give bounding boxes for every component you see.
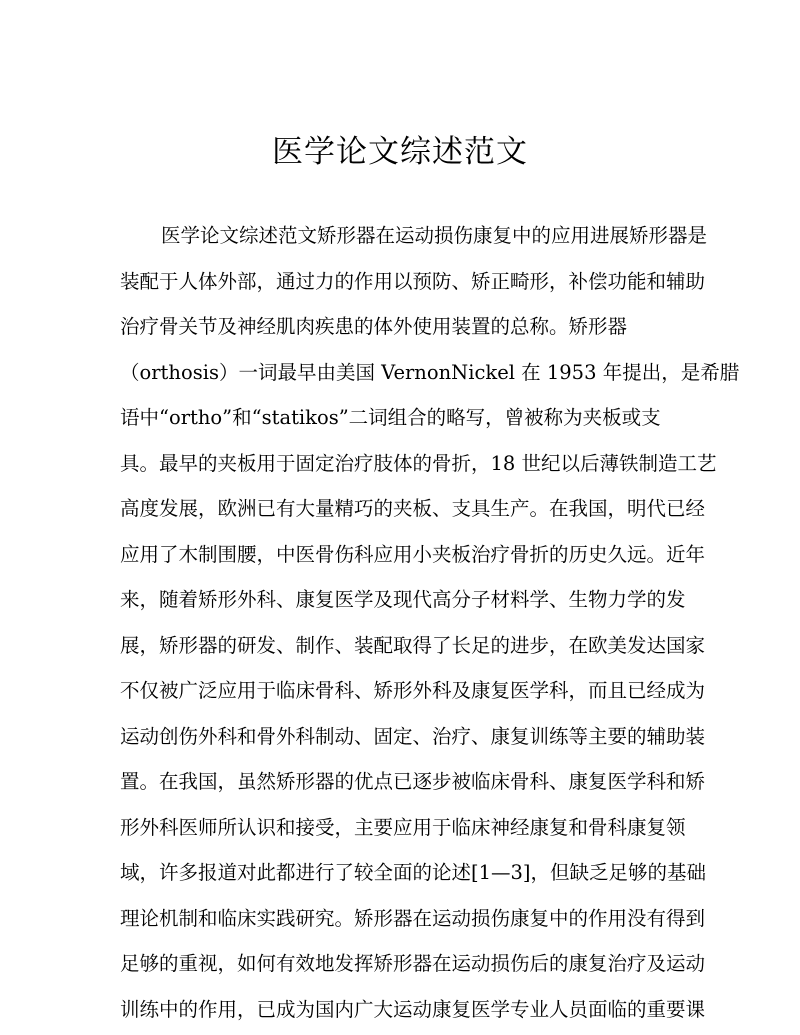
body-paragraph (120, 213, 740, 1032)
paragraph-line: 语中“ortho”和“statikos”二词组合的略写，曾被称为夹板或支 (120, 406, 661, 429)
paragraph-line: 来，随着矫形外科、康复医学及现代高分子材料学、生物力学的发 (120, 588, 686, 611)
paragraph-line: 训练中的作用，已成为国内广大运动康复医学专业人员面临的重要课 (120, 997, 706, 1021)
paragraph-line: 装配于人体外部，通过力的作用以预防、矫正畸形，补偿功能和辅助 (120, 269, 706, 293)
paragraph-line: 形外科医师所认识和接受，主要应用于临床神经康复和骨科康复领 (120, 815, 686, 839)
paragraph-line: 展，矫形器的研发、制作、装配取得了长足的进步，在欧美发达国家 (120, 633, 706, 657)
paragraph-line: 足够的重视，如何有效地发挥矫形器在运动损伤后的康复治疗及运动 (120, 952, 706, 975)
paragraph-line: 高度发展，欧洲已有大量精巧的夹板、支具生产。在我国，明代已经 (120, 497, 706, 520)
paragraph-line: 置。在我国，虽然矫形器的优点已逐步被临床骨科、康复医学科和矫 (120, 770, 706, 793)
paragraph-line: 运动创伤外科和骨外科制动、固定、治疗、康复训练等主要的辅助装 (120, 724, 706, 748)
paragraph-line: 治疗骨关节及神经肌肉疾患的体外使用装置的总称。矫形器 (120, 315, 628, 338)
paragraph-line: 域，许多报道对此都进行了较全面的论述[1—3]，但缺乏足够的基础 (120, 861, 707, 884)
paragraph-line: （orthosis）一词最早由美国 VernonNickel 在 1953 年提出，是希腊 (120, 360, 740, 384)
paragraph-line: 具。最早的夹板用于固定治疗肢体的骨折，18 世纪以后薄铁制造工艺 (120, 451, 717, 475)
document-title: 医学论文综述范文 (272, 134, 528, 170)
paragraph-line: 理论机制和临床实践研究。矫形器在运动损伤康复中的作用没有得到 (120, 906, 706, 930)
paragraph-line: 不仅被广泛应用于临床骨科、矫形外科及康复医学科，而且已经成为 (120, 679, 706, 702)
paragraph-line: 应用了木制围腰，中医骨伤科应用小夹板治疗骨折的历史久远。近年 (120, 542, 706, 566)
paragraph-line: 医学论文综述范文矫形器在运动损伤康复中的应用进展矫形器是 (161, 224, 708, 247)
